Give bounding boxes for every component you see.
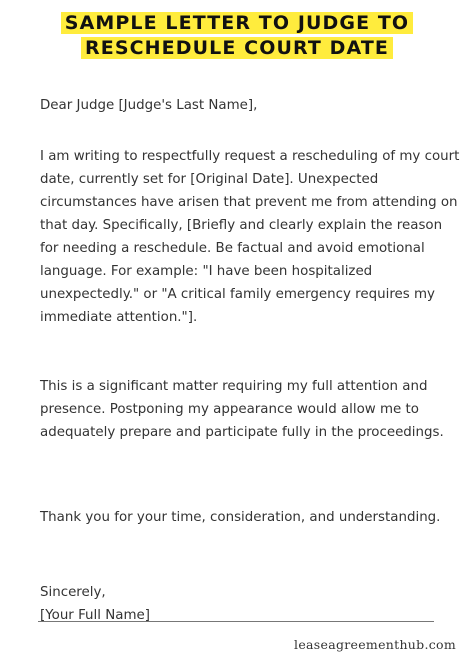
title-line-1: SAMPLE LETTER TO JUDGE TO [61,12,413,34]
site-watermark: leaseagreementhub.com [294,637,456,652]
title-line-2: RESCHEDULE COURT DATE [81,37,393,59]
signature-name: [Your Full Name] [40,608,150,623]
signature-underline [38,621,434,622]
paragraph-thanks: Thank you for your time, consideration, and understanding. [40,510,441,525]
paragraph-request: I am writing to respectfully request a rescheduling of my court date, currently set for [Original Date]. Unexpected circumstances have arisen that prevent me from attending on that day. Specifically, [Briefly and clearly explain the reason for needing a reschedule. Be factual and avoid emotional language. For example: "I have been hospitalized unexpectedly." or "A critical family emergency requires my immediate attention."]. [40,149,460,325]
letter-title [0,11,474,61]
salutation: Dear Judge [Judge's Last Name], [40,98,258,113]
closing: Sincerely, [40,585,106,600]
paragraph-significance: This is a significant matter requiring my full attention and presence. Postponing my appearance would allow me to adequately prepare and participate fully in the proceedings. [40,379,444,440]
